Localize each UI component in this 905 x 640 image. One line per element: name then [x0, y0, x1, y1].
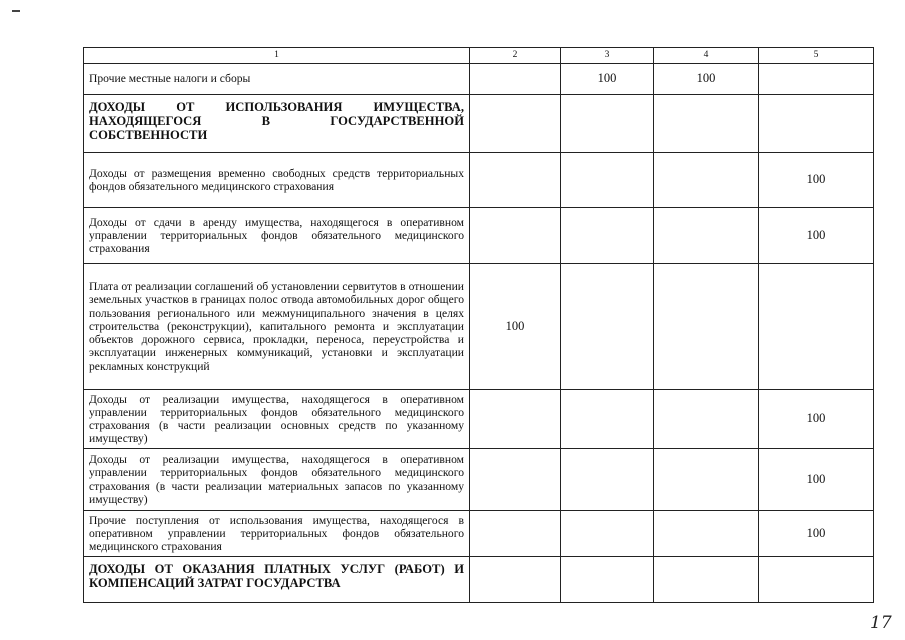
page-number: 17 — [870, 613, 892, 633]
cell-col3 — [561, 95, 654, 153]
table-row — [84, 264, 874, 390]
row-label: Плата от реализации соглашений об установлении сервитутов в отношении земельных участков в границах полос отвода автомобильных дорог общего пользования регионального или межмуниципального значения в целях строительства (реконструкции), капитального ремонта и эксплуатации объектов дорожного сервиса, прокладки, переноса, переустройства и эксплуатации инженерных коммуникаций, установки и эксплуатации рекламных конструкций — [84, 264, 470, 390]
cell-col5 — [759, 95, 874, 153]
cell-col2 — [470, 208, 561, 264]
scan-mark — [12, 10, 20, 12]
row-label: Прочие поступления от использования имущества, находящегося в оперативном управлении территориальных фондов обязательного медицинского страхования — [84, 511, 470, 557]
cell-col4 — [654, 208, 759, 264]
cell-col4 — [654, 449, 759, 511]
table-row — [84, 511, 874, 557]
cell-col4 — [654, 264, 759, 390]
header-cell-4: 4 — [654, 48, 759, 64]
cell-col2 — [470, 95, 561, 153]
cell-col3 — [561, 153, 654, 208]
cell-col3 — [561, 449, 654, 511]
section-heading-row — [84, 557, 874, 603]
cell-col3: 100 — [561, 64, 654, 95]
row-label: Прочие местные налоги и сборы — [84, 64, 470, 95]
cell-col4 — [654, 390, 759, 449]
cell-col5: 100 — [759, 511, 874, 557]
section-heading-row — [84, 95, 874, 153]
cell-col5: 100 — [759, 449, 874, 511]
cell-col4 — [654, 511, 759, 557]
cell-col3 — [561, 390, 654, 449]
table-row — [84, 153, 874, 208]
cell-col5 — [759, 64, 874, 95]
header-row — [84, 48, 874, 64]
cell-col2: 100 — [470, 264, 561, 390]
section-heading: ДОХОДЫ ОТ ИСПОЛЬЗОВАНИЯ ИМУЩЕСТВА, НАХОДЯЩЕГОСЯ В ГОСУДАРСТВЕННОЙ СОБСТВЕННОСТИ — [84, 95, 470, 153]
cell-col4 — [654, 95, 759, 153]
cell-col3 — [561, 208, 654, 264]
table-row — [84, 64, 874, 95]
header-cell-1: 1 — [84, 48, 470, 64]
table-row — [84, 208, 874, 264]
cell-col4 — [654, 153, 759, 208]
header-cell-3: 3 — [561, 48, 654, 64]
row-label: Доходы от реализации имущества, находящегося в оперативном управлении территориальных фондов обязательного медицинского страхования (в части реализации материальных запасов по указанному имуществу) — [84, 449, 470, 511]
cell-col2 — [470, 511, 561, 557]
cell-col5 — [759, 557, 874, 603]
cell-col2 — [470, 153, 561, 208]
header-cell-2: 2 — [470, 48, 561, 64]
table-row — [84, 390, 874, 449]
cell-col3 — [561, 264, 654, 390]
cell-col5: 100 — [759, 153, 874, 208]
revenue-table — [83, 47, 874, 603]
cell-col4: 100 — [654, 64, 759, 95]
row-label: Доходы от размещения временно свободных средств территориальных фондов обязательного медицинского страхования — [84, 153, 470, 208]
cell-col4 — [654, 557, 759, 603]
cell-col3 — [561, 557, 654, 603]
header-cell-5: 5 — [759, 48, 874, 64]
section-heading: ДОХОДЫ ОТ ОКАЗАНИЯ ПЛАТНЫХ УСЛУГ (РАБОТ) И КОМПЕНСАЦИЙ ЗАТРАТ ГОСУДАРСТВА — [84, 557, 470, 603]
cell-col2 — [470, 64, 561, 95]
cell-col2 — [470, 390, 561, 449]
cell-col3 — [561, 511, 654, 557]
cell-col5: 100 — [759, 390, 874, 449]
row-label: Доходы от сдачи в аренду имущества, находящегося в оперативном управлении территориальных фондов обязательного медицинского страхования — [84, 208, 470, 264]
cell-col5: 100 — [759, 208, 874, 264]
row-label: Доходы от реализации имущества, находящегося в оперативном управлении территориальных фондов обязательного медицинского страхования (в части реализации основных средств по указанному имуществу) — [84, 390, 470, 449]
table-row — [84, 449, 874, 511]
cell-col5 — [759, 264, 874, 390]
cell-col2 — [470, 449, 561, 511]
cell-col2 — [470, 557, 561, 603]
